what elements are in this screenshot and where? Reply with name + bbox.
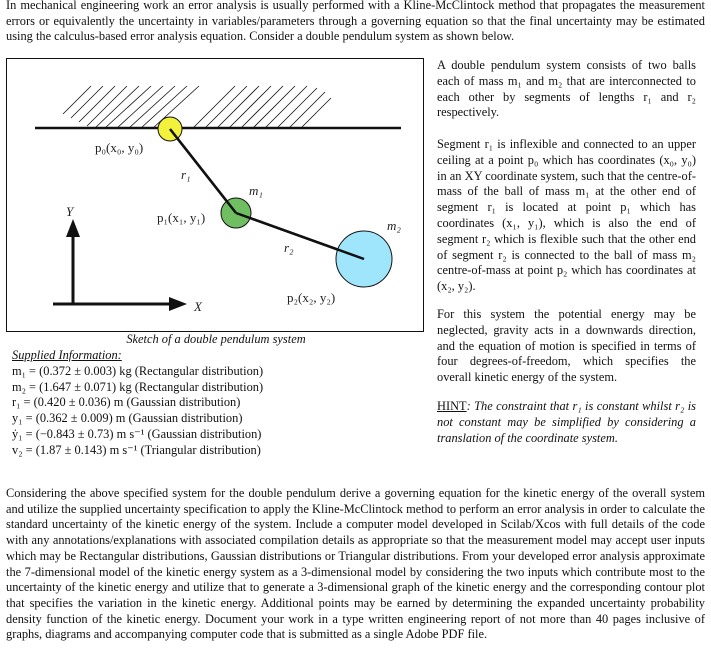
side-paragraph-1: A double pendulum system consists of two balls each of mass m₁ and m₂ that are interconnected to each other by segments of lengths r₁ and r₂ respectively. <box>437 58 696 120</box>
supplied-item: y₁ = (0.362 ± 0.009) m (Gaussian distribution) <box>12 411 243 426</box>
pendulum-svg <box>7 59 423 331</box>
sketch-caption: Sketch of a double pendulum system <box>126 332 306 346</box>
intro-paragraph: In mechanical engineering work an error analysis is usually performed with a Kline-McClintock method that propagates the measurement errors or equivalently the uncertainty in variables/parameters through a governing equation so that the final uncertainty may be estimated using the calculus-based error analysis equation. Consider a double pendulum system as shown below. <box>6 0 705 44</box>
hint-paragraph <box>437 399 696 446</box>
task-paragraph: Considering the above specified system for the double pendulum derive a governing equation for the kinetic energy of the overall system and utilize the supplied uncertainty specification to apply the Kline-McClintock method to perform an error analysis in order to calculate the standard uncertainty of the kinetic energy of the system. Include a computer model developed in Scilab/Xcos with full details of the code with any annotations/explanations with associated compilation details as appropriate so that the measurement model may accept user inputs which may be Rectangular distributions, Gaussian distributions or Triangular distributions. From your developed error analysis approximate the 7-dimensional model of the kinetic energy system as a 3-dimensional model by considering the two inputs which contribute most to the uncertainty of the kinetic energy and utilize that to generate a 3-dimensional graph of the kinetic energy and the corresponding contour plot that specifies the variation in the kinetic energy. Additional points may be earned by determining the expanded uncertainty probability density function of the kinetic energy. Document your work in a type written engineering report of not more than 40 pages inclusive of graphs, diagrams and accompanying computer code that is submitted as a single Adobe PDF file. <box>6 486 705 642</box>
supplied-information <box>12 348 263 459</box>
supplied-item: r₁ = (0.420 ± 0.036) m (Gaussian distribution) <box>12 395 241 410</box>
side-paragraph-2: Segment r₁ is inflexible and connected to an upper ceiling at a point p₀ which has coordinates (x₀, y₀) in an XY coordinate system, such that the centre-of-mass of the ball of mass m₁ at the other end of segment r₁ is located at point p₁ which has coordinates (x₁, y₁), which is also the end of segment r₂ which is flexible such that the other end of segment r₂ is connected to the ball of mass m₂ centre-of-mass at point p₂ which has coordinates at (x₂, y₂). <box>437 137 696 294</box>
supplied-heading: Supplied Information: <box>12 348 122 362</box>
hint-text: : The constraint that r₁ is constant whilst r₂ is not constant may be simplified by considering a translation of the coordinate system. <box>437 399 696 445</box>
label-x-axis: X <box>194 299 202 314</box>
label-m2: m₂ <box>387 218 401 233</box>
ceiling-hatch <box>63 86 331 128</box>
supplied-item: ẏ₁ = (−0.843 ± 0.73) m s⁻¹ (Gaussian distribution) <box>12 426 262 441</box>
side-paragraph-3: For this system the potential energy may be neglected, gravity acts in a downwards direction, and the equation of motion is specified in terms of four degrees-of-freedom, which specifies the overall kinetic energy of the system. <box>437 307 696 385</box>
supplied-item: m₁ = (0.372 ± 0.003) kg (Rectangular distribution) <box>12 363 264 378</box>
label-r1: r₁ <box>181 167 191 182</box>
supplied-item: m₂ = (1.647 ± 0.071) kg (Rectangular distribution) <box>12 379 264 394</box>
y-axis <box>66 219 80 303</box>
label-y-axis: Y <box>66 204 74 219</box>
supplied-item: v₂ = (1.87 ± 0.143) m s⁻¹ (Triangular distribution) <box>12 442 261 457</box>
label-m1: m₁ <box>249 183 263 198</box>
label-r2: r₂ <box>284 240 294 255</box>
hint-label: HINT <box>437 399 467 413</box>
label-p0: p₀(x₀, y₀) <box>95 140 144 155</box>
double-pendulum-sketch <box>6 58 424 332</box>
label-p2: p₂(x₂, y₂) <box>287 290 336 305</box>
label-p1: p₁(x₁, y₁) <box>157 210 206 225</box>
